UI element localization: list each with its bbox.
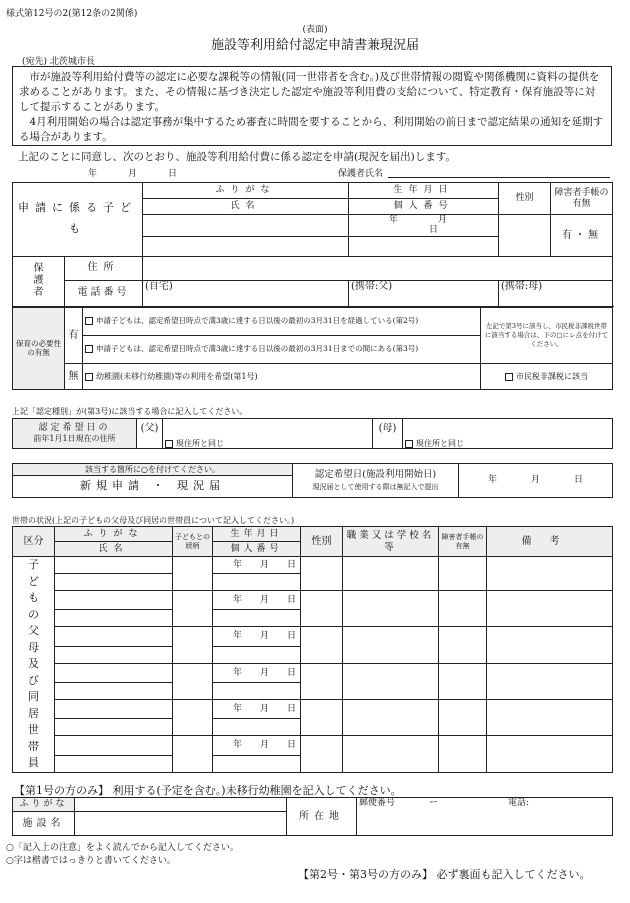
member-name-field[interactable] (55, 646, 173, 663)
checkbox-option-1[interactable] (85, 373, 93, 381)
checkbox-option-2[interactable] (85, 317, 93, 325)
member-name-field[interactable] (55, 574, 173, 591)
household-table (12, 526, 613, 773)
household-note: 世帯の状況(上記の子どもの父母及び同居の世帯員について記入してください。) (12, 516, 295, 525)
header-gender: 性別 (301, 527, 343, 557)
member-relation-field[interactable] (173, 627, 213, 663)
member-furigana-field[interactable] (55, 699, 173, 718)
member-dob-field[interactable]: 年 月 日 (213, 699, 301, 718)
member-remarks-field[interactable] (487, 736, 613, 772)
header-furigana: ふりがな (55, 527, 173, 542)
child-label: 申請に係る子ども (13, 183, 143, 257)
care-option-1[interactable]: 幼稚園(未移行幼稚園)等の利用を希望(第1号) (83, 364, 481, 390)
footer-back-note: 【第2号・第3号の方のみ】 必ず裏面も記入してください。 (298, 868, 591, 881)
care-option-2[interactable]: 申請子どもは、認定希望日時点で満3歳に達する日以後の最初の3月31日を経過している(第2号) (83, 308, 481, 336)
member-disability-field[interactable] (439, 699, 487, 735)
member-gender-field[interactable] (301, 591, 343, 627)
member-relation-field[interactable] (173, 557, 213, 591)
mother-address-field[interactable]: 現住所と同じ (403, 419, 613, 449)
member-remarks-field[interactable] (487, 591, 613, 627)
child-id-field[interactable] (349, 236, 499, 256)
prior-address-table (12, 418, 613, 449)
member-job-field[interactable] (343, 627, 439, 663)
phone-mother-field[interactable]: (携帯:母) (499, 280, 613, 306)
header-division: 区分 (13, 527, 55, 557)
member-disability-field[interactable] (439, 663, 487, 699)
mother-label: (母) (373, 419, 403, 449)
member-job-field[interactable] (343, 699, 439, 735)
member-job-field[interactable] (343, 736, 439, 772)
header-job: 職業又は学校名等 (343, 527, 439, 557)
date-day: 日 (168, 169, 178, 179)
care-option-3[interactable]: 申請子どもは、認定希望日時点で満3歳に達する日以後の最初の3月31日までの間にある(第3号) (83, 336, 481, 364)
member-id-field[interactable] (213, 755, 301, 772)
notice-paragraph-1: 市が施設等利用給付費等の認定に必要な課税等の情報(同一世帯者を含む。)及び世帯情報の閲覧や関係機関に資料の提供を求めることがあります。また、その情報に基づき決定した認定や施設等利用費の支給について、特定教育・保育施設等に対して提示することがあります。 (19, 71, 600, 113)
footer-note-2: ○字は楷書ではっきりと書いてください。 (6, 856, 176, 866)
member-furigana-field[interactable] (55, 627, 173, 646)
member-furigana-field[interactable] (55, 663, 173, 682)
member-furigana-field[interactable] (55, 557, 173, 574)
member-furigana-field[interactable] (55, 736, 173, 755)
member-dob-field[interactable]: 年 月 日 (213, 663, 301, 682)
type1-facility-label: 施設名 (13, 812, 75, 836)
type1-heading: 【第1号の方のみ】 利用する(予定を含む。)未移行幼稚園を記入してください。 (14, 784, 402, 797)
type1-table (12, 797, 613, 836)
application-type-table (12, 463, 613, 498)
date-year: 年 (88, 169, 98, 179)
desired-date-field[interactable]: 年 月 日 (459, 464, 613, 498)
header-relation: 子どもとの続柄 (173, 527, 213, 557)
agreement-text: 上記のことに同意し、次のとおり、施設等利用給付費に係る認定を申請(現況を届出)します。 (18, 151, 456, 163)
member-remarks-field[interactable] (487, 557, 613, 591)
guardian-address-field[interactable] (143, 256, 613, 280)
guardian-name-label: 保護者氏名 (338, 169, 384, 179)
member-name-field[interactable] (55, 682, 173, 699)
prior-address-label: 認定希望日の 前年1月1日現在の住所 (13, 419, 137, 449)
member-gender-field[interactable] (301, 736, 343, 772)
father-label: (父) (137, 419, 163, 449)
care-label: 保育の必要性の有無 (13, 308, 65, 390)
member-relation-field[interactable] (173, 699, 213, 735)
member-disability-field[interactable] (439, 736, 487, 772)
care-no-label: 無 (65, 364, 83, 390)
header-remarks: 備考 (487, 527, 613, 557)
member-id-field[interactable] (213, 646, 301, 663)
header-id: 個人番号 (213, 542, 301, 557)
member-dob-field[interactable]: 年 月 日 (213, 591, 301, 610)
member-dob-field[interactable]: 年 月 日 (213, 627, 301, 646)
member-relation-field[interactable] (173, 591, 213, 627)
member-remarks-field[interactable] (487, 663, 613, 699)
household-side-label: 子どもの父母及び同居世帯員 (13, 557, 55, 773)
form-number: 様式第12号の2(第12条の2関係) (6, 9, 138, 19)
member-furigana-field[interactable] (55, 591, 173, 610)
member-gender-field[interactable] (301, 627, 343, 663)
child-gender-field[interactable] (499, 215, 551, 257)
child-dob-label: 生年月日 (349, 183, 499, 199)
child-name-field[interactable] (143, 236, 349, 256)
page-title: 施設等利用給付認定申請書兼現況届 (210, 38, 419, 53)
type1-facility-field[interactable] (75, 812, 287, 836)
child-dob-field[interactable]: 年 月日 (349, 215, 499, 237)
checkbox-mother-same[interactable] (405, 440, 413, 448)
member-job-field[interactable] (343, 663, 439, 699)
phone-home-field[interactable]: (自宅) (143, 280, 349, 306)
member-gender-field[interactable] (301, 699, 343, 735)
care-necessity-table (12, 307, 613, 390)
member-dob-field[interactable]: 年 月 日 (213, 736, 301, 755)
child-name-label: 氏名 (143, 199, 349, 215)
footer-note-1: ○「記入上の注意」をよく読んでから記入してください。 (6, 843, 239, 853)
type1-location-field[interactable]: 郵便番号 ー 電話: (357, 798, 613, 836)
member-id-field[interactable] (213, 682, 301, 699)
guardian-label: 保護者 (13, 256, 65, 306)
member-dob-field[interactable]: 年 月 日 (213, 557, 301, 574)
member-id-field[interactable] (213, 719, 301, 736)
address-section-note: 上記「認定種別」が(第3号)に該当する場合に記入してください。 (12, 407, 248, 416)
member-relation-field[interactable] (173, 736, 213, 772)
application-type-note: 該当する箇所に○を付けてください。 (13, 464, 293, 476)
member-job-field[interactable] (343, 591, 439, 627)
member-gender-field[interactable] (301, 663, 343, 699)
guardian-address-label: 住所 (65, 256, 143, 280)
member-name-field[interactable] (55, 755, 173, 772)
child-furigana-label: ふりがな (143, 183, 349, 199)
type1-furigana-field[interactable] (75, 798, 287, 812)
member-id-field[interactable] (213, 610, 301, 627)
member-disability-field[interactable] (439, 557, 487, 591)
child-gender-label: 性別 (499, 183, 551, 215)
member-disability-field[interactable] (439, 627, 487, 663)
child-disability-choice[interactable]: 有・無 (551, 215, 613, 257)
guardian-name-line[interactable] (388, 177, 610, 178)
care-yes-label: 有 (65, 308, 83, 364)
checkbox-tax-exempt[interactable] (505, 373, 513, 381)
date-month: 月 (128, 169, 138, 179)
child-disability-label: 障害者手帳の有無 (551, 183, 613, 215)
care-side-note: 左記で第3号に該当し、市民税非課税世帯に該当する場合は、下の□にレ点を付けてください。 (481, 308, 613, 364)
child-guardian-table (12, 182, 613, 307)
member-relation-field[interactable] (173, 663, 213, 699)
member-job-field[interactable] (343, 557, 439, 591)
guardian-phone-label: 電話番号 (65, 280, 143, 306)
desired-date-label: 認定希望日(施設利用開始日) 現況届として使用する際は無記入で提出 (293, 464, 459, 498)
face-label: (表面) (302, 25, 328, 35)
addressee: (宛先) 北茨城市長 (22, 57, 95, 67)
type1-furigana-label: ふりがな (13, 798, 75, 812)
member-name-field[interactable] (55, 610, 173, 627)
member-name-field[interactable] (55, 719, 173, 736)
member-gender-field[interactable] (301, 557, 343, 591)
checkbox-option-3[interactable] (85, 345, 93, 353)
phone-father-field[interactable]: (携帯:父) (349, 280, 499, 306)
notice-box (12, 66, 612, 146)
member-disability-field[interactable] (439, 591, 487, 627)
header-disability: 障害者手帳の有無 (439, 527, 487, 557)
type1-location-label: 所在地 (287, 798, 357, 836)
child-furigana-field[interactable] (143, 215, 349, 237)
child-id-label: 個人番号 (349, 199, 499, 215)
member-remarks-field[interactable] (487, 699, 613, 735)
father-address-field[interactable]: 現住所と同じ (163, 419, 373, 449)
notice-paragraph-2: 4月利用開始の場合は認定事務が集中するため審査に時間を要することから、利用開始の前日まで認定結果の通知を延期する場合があります。 (19, 115, 604, 143)
header-name: 氏名 (55, 542, 173, 557)
member-remarks-field[interactable] (487, 627, 613, 663)
tax-exempt-option[interactable]: 市民税非課税に該当 (481, 364, 613, 390)
member-id-field[interactable] (213, 574, 301, 591)
checkbox-father-same[interactable] (165, 440, 173, 448)
application-type-choices[interactable]: 新規申請 ・ 現況届 (13, 476, 293, 498)
header-dob: 生年月日 (213, 527, 301, 542)
